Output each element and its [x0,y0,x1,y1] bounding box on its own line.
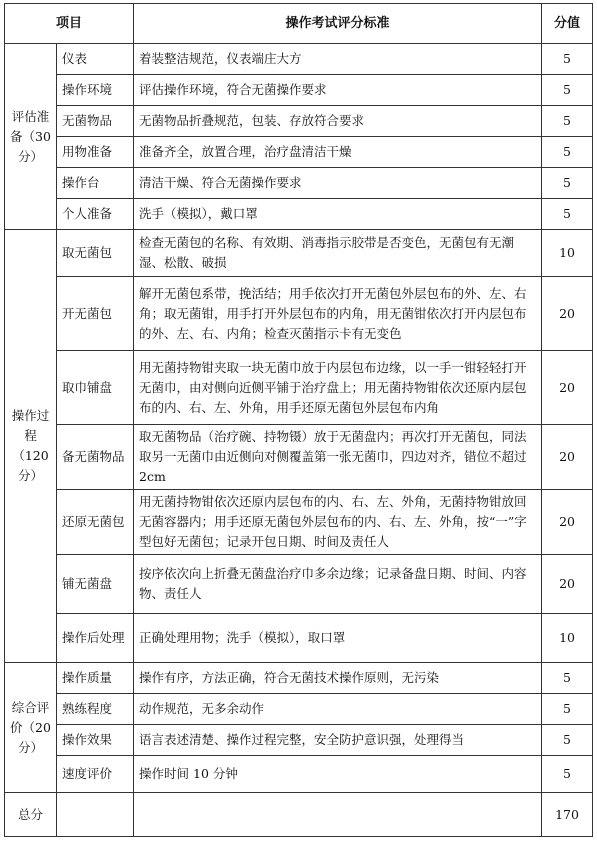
category-cell: 综合评价（20分） [5,663,57,793]
category-cell: 评估准备（30分） [5,44,57,230]
category-cell: 操作过程（120分） [5,230,57,663]
empty-cell [134,793,542,837]
header-score: 分值 [542,4,593,44]
item-cell: 还原无菌包 [57,490,134,555]
criteria-cell: 检查无菌包的名称、有效期、消毒指示胶带是否变色，无菌包有无潮湿、松散、破损 [134,230,542,277]
table-row [5,168,593,199]
item-cell: 仪表 [57,44,134,75]
table-row [5,44,593,75]
table-row [5,663,593,694]
score-cell: 5 [542,75,593,106]
item-cell: 操作台 [57,168,134,199]
item-cell: 开无菌包 [57,277,134,351]
score-cell: 5 [542,694,593,725]
header-row [5,4,593,44]
item-cell: 速度评价 [57,756,134,793]
table-row [5,199,593,230]
scoring-table [4,3,593,837]
score-cell: 5 [542,199,593,230]
table-row [5,137,593,168]
item-cell: 熟练程度 [57,694,134,725]
criteria-cell: 取无菌物品（治疗碗、持物镊）放于无菌盘内；再次打开无菌包，同法取另一无菌巾由近侧向对侧覆盖第一张无菌巾，四边对齐，错位不超过 2cm [134,425,542,490]
table-row [5,725,593,756]
score-cell: 5 [542,725,593,756]
table-row [5,106,593,137]
score-cell: 5 [542,756,593,793]
total-score: 170 [542,793,593,837]
header-item: 项目 [5,4,134,44]
criteria-cell: 无菌物品折叠规范，包装、存放符合要求 [134,106,542,137]
item-cell: 操作后处理 [57,614,134,663]
score-cell: 5 [542,168,593,199]
score-cell: 20 [542,351,593,425]
score-cell: 20 [542,555,593,614]
item-cell: 操作质量 [57,663,134,694]
table-row [5,230,593,277]
empty-cell [57,793,134,837]
table-row [5,555,593,614]
table-row [5,756,593,793]
item-cell: 操作环境 [57,75,134,106]
table-row [5,490,593,555]
criteria-cell: 评估操作环境，符合无菌操作要求 [134,75,542,106]
criteria-cell: 着装整洁规范，仪表端庄大方 [134,44,542,75]
criteria-cell: 洗手（模拟），戴口罩 [134,199,542,230]
criteria-cell: 操作时间 10 分钟 [134,756,542,793]
criteria-cell: 语言表述清楚、操作过程完整，安全防护意识强，处理得当 [134,725,542,756]
table-row [5,75,593,106]
table-row [5,351,593,425]
criteria-cell: 操作有序，方法正确，符合无菌技术操作原则，无污染 [134,663,542,694]
score-cell: 5 [542,44,593,75]
criteria-cell: 按序依次向上折叠无菌盘治疗巾多余边缘；记录备盘日期、时间、内容物、责任人 [134,555,542,614]
table-row [5,277,593,351]
item-cell: 取无菌包 [57,230,134,277]
item-cell: 无菌物品 [57,106,134,137]
score-cell: 5 [542,106,593,137]
score-cell: 5 [542,663,593,694]
criteria-cell: 清洁干燥、符合无菌操作要求 [134,168,542,199]
item-cell: 取巾铺盘 [57,351,134,425]
item-cell: 铺无菌盘 [57,555,134,614]
total-label: 总分 [5,793,57,837]
score-cell: 10 [542,230,593,277]
total-row [5,793,593,837]
item-cell: 个人准备 [57,199,134,230]
criteria-cell: 动作规范，无多余动作 [134,694,542,725]
table-row [5,614,593,663]
item-cell: 用物准备 [57,137,134,168]
score-cell: 20 [542,490,593,555]
criteria-cell: 用无菌持物钳依次还原内层包布的内、右、左、外角，无菌持物钳放回无菌容器内；用手还原无菌包外层包布的内、右、左、外角，按“一”字型包好无菌包；记录开包日期、时间及责任人 [134,490,542,555]
criteria-cell: 用无菌持物钳夹取一块无菌巾放于内层包布边缘，以一手一钳轻轻打开无菌巾，由对侧向近侧平铺于治疗盘上；用无菌持物钳依次还原内层包布的内、右、左、外角，用手还原无菌包外层包布内角 [134,351,542,425]
score-cell: 5 [542,137,593,168]
score-cell: 20 [542,277,593,351]
score-cell: 10 [542,614,593,663]
item-cell: 备无菌物品 [57,425,134,490]
criteria-cell: 正确处理用物；洗手（模拟），取口罩 [134,614,542,663]
criteria-cell: 准备齐全，放置合理，治疗盘清洁干燥 [134,137,542,168]
table-row [5,694,593,725]
item-cell: 操作效果 [57,725,134,756]
header-criteria: 操作考试评分标准 [134,4,542,44]
score-cell: 20 [542,425,593,490]
criteria-cell: 解开无菌包系带，挽活结；用手依次打开无菌包外层包布的外、左、右角；取无菌钳，用手打开外层包布的内角，用无菌钳依次打开内层包布的外、左、右、内角；检查灭菌指示卡有无变色 [134,277,542,351]
table-row [5,425,593,490]
